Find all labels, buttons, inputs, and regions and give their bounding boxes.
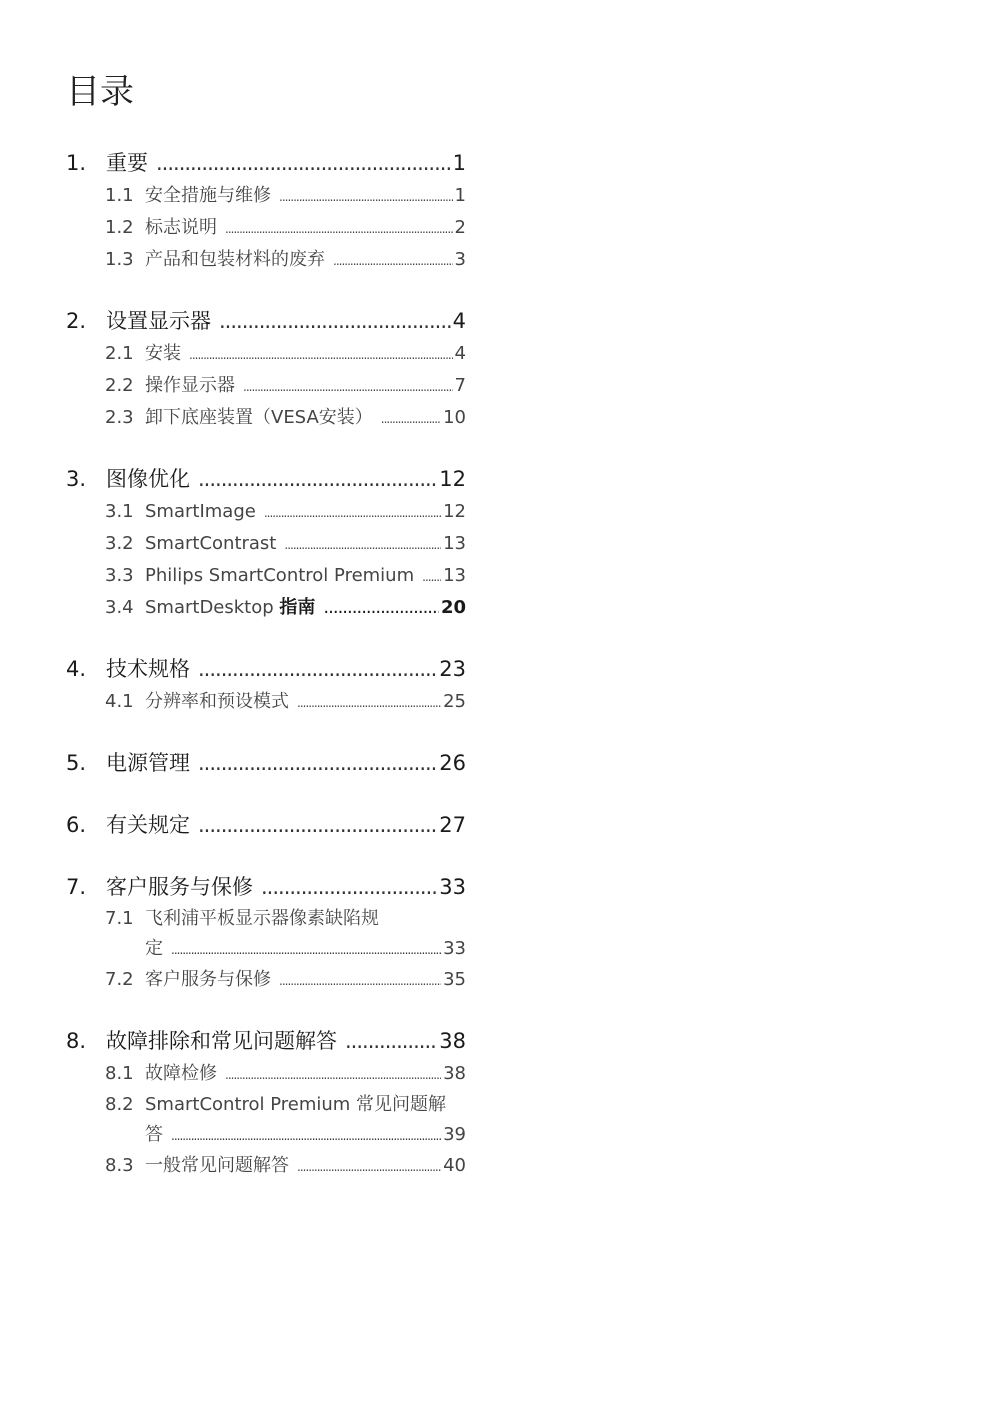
page-number: 38 [443,1063,466,1084]
dot-leader [219,304,451,338]
page-number: 23 [439,657,466,681]
subsection-title: 安全措施与维修 [145,185,271,206]
dot-leader [171,1121,441,1151]
subsection-number: 3.4 [105,597,134,618]
page-number: 40 [443,1155,466,1176]
subsection-number: 7.1 [105,908,134,929]
subsection-title: SmartControl Premium 常见问题解 [145,1094,447,1115]
toc-subentry[interactable] [66,686,466,718]
dot-leader [284,529,441,561]
dot-leader [198,652,437,686]
toc-entry[interactable] [66,870,466,904]
page-number: 26 [439,751,466,775]
toc-section-1 [66,146,466,276]
toc-section-7 [66,870,466,996]
subsection-title: 客户服务与保修 [145,969,271,990]
dot-leader [279,965,441,997]
page-number: 33 [439,875,466,899]
subsection-number: 2.3 [105,407,134,428]
dot-leader [297,687,441,719]
subsection-title: 安装 [145,343,181,364]
toc-entry[interactable] [66,1024,466,1058]
toc-entry[interactable] [66,746,466,780]
toc-subentry[interactable] [66,1150,466,1182]
page-number: 35 [443,969,466,990]
page-number: 25 [443,691,466,712]
section-number: 3. [66,467,87,491]
dot-leader [198,462,437,496]
toc-entry[interactable] [66,146,466,180]
dot-leader [422,561,441,593]
subsection-number: 2.1 [105,343,134,364]
toc-subentry[interactable] [66,1090,466,1150]
page-number: 2 [454,217,466,238]
dot-leader [264,497,441,529]
section-number: 4. [66,657,87,681]
dot-leader [198,808,437,842]
toc-subentry[interactable] [66,402,466,434]
subsection-title-continued: 答 [145,1124,163,1145]
section-number: 7. [66,875,87,899]
page-number: 38 [439,1029,466,1053]
toc-entry[interactable] [66,808,466,842]
subsection-title: SmartContrast [145,533,277,554]
subsection-number: 8.2 [105,1094,134,1115]
toc-subentry[interactable] [66,338,466,370]
page-number: 20 [440,597,466,618]
subsection-title-continued: 定 [145,938,163,959]
subsection-number: 3.1 [105,501,134,522]
subsection-number: 1.2 [105,217,134,238]
subsection-number: 4.1 [105,691,134,712]
dot-leader [243,371,453,403]
dot-leader [297,1151,441,1183]
toc-entry[interactable] [66,304,466,338]
dot-leader [345,1024,437,1058]
section-title: 设置显示器 [106,309,211,333]
subsection-title: 一般常见问题解答 [145,1155,289,1176]
subsection-title: 操作显示器 [145,375,235,396]
dot-leader [225,1059,441,1091]
section-number: 5. [66,751,87,775]
subsection-title: 故障检修 [145,1063,217,1084]
table-of-contents [66,146,466,1210]
subsection-title: 标志说明 [145,217,217,238]
section-number: 1. [66,151,87,175]
page-number: 4 [452,309,466,333]
toc-section-6 [66,808,466,842]
subsection-title: SmartImage [145,501,256,522]
page-number: 12 [439,467,466,491]
toc-section-8 [66,1024,466,1182]
toc-subentry[interactable] [66,212,466,244]
section-title: 有关规定 [106,813,190,837]
subsection-number: 2.2 [105,375,134,396]
dot-leader [225,213,453,245]
toc-section-4 [66,652,466,718]
dot-leader [261,870,437,904]
subsection-number: 3.2 [105,533,134,554]
subsection-number: 1.1 [105,185,134,206]
toc-subentry[interactable] [66,1058,466,1090]
toc-section-2 [66,304,466,434]
subsection-title: 分辨率和预设模式 [145,691,289,712]
toc-subentry[interactable] [66,370,466,402]
dot-leader [189,339,453,371]
page-number: 39 [443,1124,466,1145]
page-number: 33 [443,938,466,959]
subsection-title: 产品和包装材料的废弃 [145,249,325,270]
dot-leader [323,592,439,624]
toc-subentry[interactable] [66,592,466,624]
subsection-number: 3.3 [105,565,134,586]
page-number: 1 [452,151,466,175]
subsection-title-text: SmartDesktop [145,597,274,618]
toc-section-3 [66,462,466,624]
toc-subentry[interactable] [66,904,466,964]
page-number: 7 [454,375,466,396]
toc-subentry[interactable] [66,244,466,276]
page-number: 10 [443,407,466,428]
section-title: 故障排除和常见问题解答 [106,1029,337,1053]
subsection-number: 8.1 [105,1063,134,1084]
page-number: 1 [454,185,466,206]
subsection-title: 卸下底座装置（VESA安装） [145,407,373,428]
dot-leader [279,181,453,213]
toc-subentry[interactable] [66,560,466,592]
toc-subentry[interactable] [66,496,466,528]
page-number: 13 [443,565,466,586]
subsection-title [145,592,315,624]
page-title: 目录 [66,72,134,112]
section-title: 重要 [106,151,148,175]
page-number: 12 [443,501,466,522]
subsection-number: 8.3 [105,1155,134,1176]
page-number: 27 [439,813,466,837]
section-title: 图像优化 [106,467,190,491]
page-number: 3 [454,249,466,270]
toc-entry[interactable] [66,652,466,686]
toc-entry[interactable] [66,462,466,496]
dot-leader [333,245,453,277]
subsection-title-bold: 指南 [279,597,316,618]
section-number: 8. [66,1029,87,1053]
subsection-number: 1.3 [105,249,134,270]
page-number: 13 [443,533,466,554]
dot-leader [381,403,441,435]
section-number: 6. [66,813,87,837]
toc-subentry[interactable] [66,180,466,212]
toc-subentry[interactable] [66,528,466,560]
section-title: 客户服务与保修 [106,875,253,899]
subsection-title: Philips SmartControl Premium [145,565,415,586]
section-number: 2. [66,309,87,333]
dot-leader [198,746,437,780]
section-title: 技术规格 [106,657,190,681]
dot-leader [156,146,451,180]
page-number: 4 [454,343,466,364]
dot-leader [171,935,441,965]
toc-subentry[interactable] [66,964,466,996]
subsection-title: 飞利浦平板显示器像素缺陷规 [145,908,379,929]
section-title: 电源管理 [106,751,190,775]
subsection-number: 7.2 [105,969,134,990]
toc-section-5 [66,746,466,780]
